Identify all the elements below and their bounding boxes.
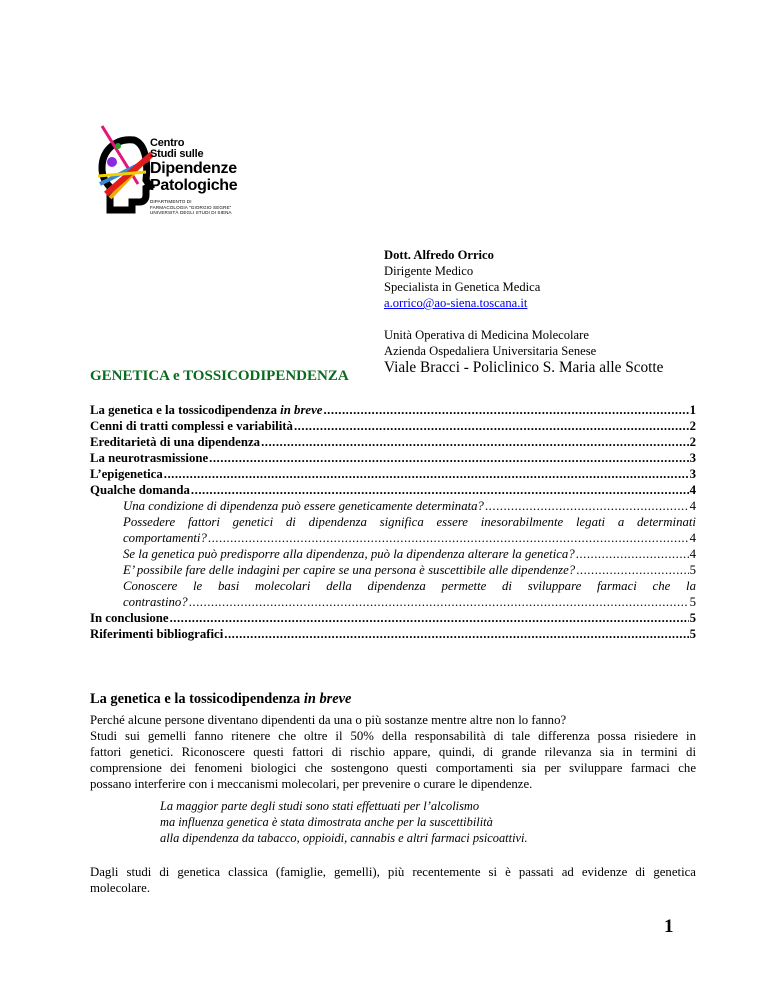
table-of-contents (90, 402, 696, 642)
author-email-link[interactable]: a.orrico@ao-siena.toscana.it (384, 296, 528, 310)
paragraph-line: Perché alcune persone diventano dipendenti da una o più sostanze mentre altre non lo fanno? (90, 713, 567, 727)
toc-item-text: La neurotrasmissione (90, 451, 209, 465)
author-role: Dirigente Medico (384, 264, 474, 278)
toc-subitem[interactable] (90, 562, 696, 578)
author-specialty: Specialista in Genetica Medica (384, 280, 541, 294)
toc-item-text: Qualche domanda (90, 483, 190, 497)
toc-item-text: La genetica e la tossicodipendenza (90, 403, 281, 417)
logo-sub-line: UNIVERSITÀ DEGLI STUDI DI SIENA (150, 210, 232, 215)
page-number: 1 (664, 916, 674, 937)
toc-item[interactable] (90, 450, 696, 466)
toc-page-number: 5 (689, 563, 696, 577)
paragraph-line: Studi sui gemelli fanno ritenere che oltre il 50% della responsabilità di tale differenza possa risiedere in (90, 729, 696, 743)
toc-subitem-line[interactable]: Conoscere le basi molecolari della dipendenza permette di sviluppare farmaci che la (123, 579, 696, 593)
logo-line: Patologiche (150, 177, 238, 194)
section-heading-emphasis: in breve (303, 691, 352, 707)
logo-subtitle (150, 199, 232, 216)
toc-item[interactable] (90, 482, 696, 498)
toc-page-number: 3 (689, 451, 696, 465)
toc-item-text: L’epigenetica (90, 467, 163, 481)
toc-page-number: 4 (689, 499, 696, 513)
toc-page-number: 4 (689, 483, 696, 497)
toc-subitem[interactable] (90, 498, 696, 514)
author-hospital: Azienda Ospedaliera Universitaria Senese (384, 344, 597, 358)
toc-item-emphasis: in breve (280, 403, 323, 417)
toc-item-text: Cenni di tratti complessi e variabilità (90, 419, 293, 433)
paragraph-line: comprensione dei fenomeni biologici che sostengono questi comportamenti sia per sviluppare farmaci che (90, 761, 696, 775)
logo-line: Dipendenze (150, 160, 237, 177)
toc-page-number: 4 (689, 547, 696, 561)
logo-line: Centro (150, 137, 185, 149)
toc-item[interactable] (90, 402, 696, 418)
toc-item-text: contrastino? (123, 595, 188, 609)
paragraph-line: fattori genetici. Riconoscere questi fattori di rischio appare, quindi, di grande rilevanza sia in termini di (90, 745, 696, 759)
toc-page-number: 5 (689, 627, 696, 641)
paragraph-line: possano interferire con i meccanismi molecolari, per prevenire o curare le dipendenze. (90, 777, 533, 791)
toc-subitem[interactable] (90, 530, 696, 546)
toc-item-text: comportamenti? (123, 531, 207, 545)
author-name: Dott. Alfredo Orrico (384, 248, 494, 262)
section-heading (90, 691, 351, 708)
toc-item-text: Se la genetica può predisporre alla dipendenza, può la dipendenza alterare la genetica? (123, 547, 575, 561)
author-address: Viale Bracci - Policlinico S. Maria alle Scotte (384, 359, 664, 376)
author-unit: Unità Operativa di Medicina Molecolare (384, 328, 589, 342)
toc-item[interactable] (90, 434, 696, 450)
toc-item-text: E’ possibile fare delle indagini per capire se una persona è suscettibile alle dipendenze? (123, 563, 576, 577)
toc-page-number: 5 (689, 611, 696, 625)
toc-item-text: Ereditarietà di una dipendenza (90, 435, 261, 449)
toc-item-text: Una condizione di dipendenza può essere geneticamente determinata? (123, 499, 484, 513)
logo-wordmark (150, 138, 237, 194)
paragraph (90, 864, 696, 896)
toc-page-number: 3 (689, 467, 696, 481)
logo-sub-line: FARMACOLOGIA "GIORGIO SEGRE" (150, 204, 232, 210)
toc-page-number: 4 (689, 531, 696, 545)
toc-subitem[interactable] (90, 594, 696, 610)
toc-page-number: 1 (689, 403, 696, 417)
quote-line: ma influenza genetica è stata dimostrata anche per la suscettibilità (160, 815, 493, 829)
toc-item[interactable] (90, 466, 696, 482)
toc-page-number: 2 (689, 419, 696, 433)
toc-subitem[interactable] (90, 546, 696, 562)
quote-block (160, 798, 528, 846)
section-heading-text: La genetica e la tossicodipendenza (90, 691, 304, 707)
toc-page-number: 2 (689, 435, 696, 449)
toc-item[interactable] (90, 610, 696, 626)
paragraph-line: molecolare. (90, 881, 151, 895)
toc-item-text: In conclusione (90, 611, 169, 625)
author-block (384, 247, 663, 377)
toc-item[interactable] (90, 418, 696, 434)
toc-page-number: 5 (689, 595, 696, 609)
paragraph (90, 712, 696, 792)
logo-sub-line: DIPARTIMENTO DI (150, 199, 192, 204)
quote-line: La maggior parte degli studi sono stati effettuati per l’alcolismo (160, 799, 480, 813)
quote-line: alla dipendenza da tabacco, oppioidi, cannabis e altri farmaci psicoattivi. (160, 831, 528, 845)
toc-item-text: Riferimenti bibliografici (90, 627, 224, 641)
toc-subitem-line[interactable]: Possedere fattori genetici di dipendenza significa essere inesorabilmente legati a determinati (123, 515, 696, 529)
logo-line: Studi sulle (150, 148, 204, 160)
document-title: GENETICA e TOSSICODIPENDENZA (90, 368, 349, 384)
paragraph-line: Dagli studi di genetica classica (famiglie, gemelli), più recentemente si è passati ad evidenze di genetica (90, 865, 696, 879)
toc-item[interactable] (90, 626, 696, 642)
